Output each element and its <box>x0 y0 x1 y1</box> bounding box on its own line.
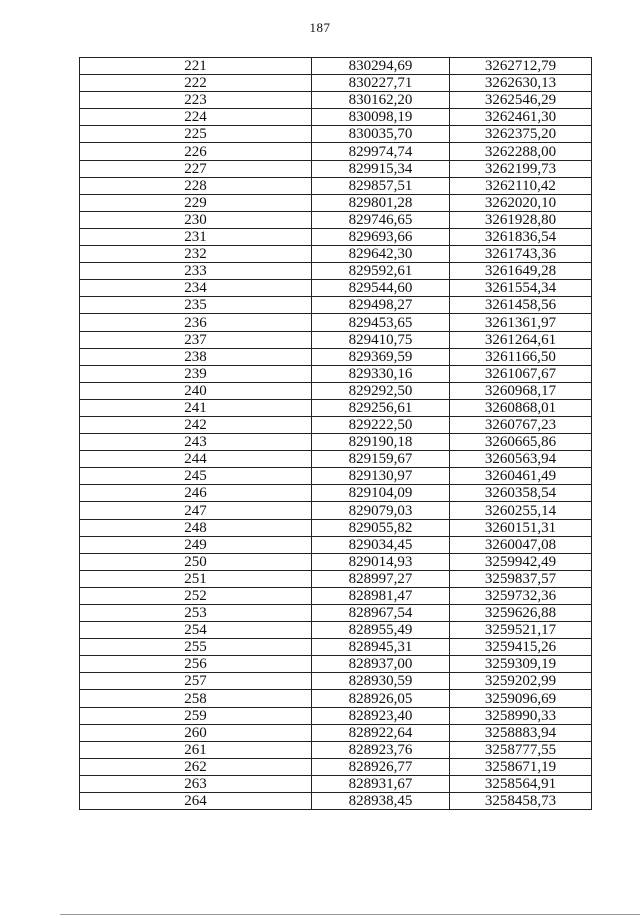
page-number: 187 <box>309 20 331 35</box>
point-number-cell: 238 <box>80 348 312 365</box>
table-row <box>80 314 592 331</box>
x-coordinate-cell: 828923,76 <box>312 741 450 758</box>
point-number-cell: 252 <box>80 587 312 604</box>
table-row <box>80 109 592 126</box>
table-row <box>80 502 592 519</box>
table-row <box>80 143 592 160</box>
table-row <box>80 297 592 314</box>
table-row <box>80 775 592 792</box>
x-coordinate-cell: 829292,50 <box>312 382 450 399</box>
table-row <box>80 177 592 194</box>
y-coordinate-cell: 3262712,79 <box>450 58 592 75</box>
table-row <box>80 587 592 604</box>
y-coordinate-cell: 3260665,86 <box>450 434 592 451</box>
table-row <box>80 707 592 724</box>
table-row <box>80 331 592 348</box>
coordinates-table-body <box>80 58 592 810</box>
y-coordinate-cell: 3260047,08 <box>450 536 592 553</box>
point-number-cell: 249 <box>80 536 312 553</box>
table-row <box>80 211 592 228</box>
x-coordinate-cell: 829746,65 <box>312 211 450 228</box>
y-coordinate-cell: 3260151,31 <box>450 519 592 536</box>
point-number-cell: 262 <box>80 758 312 775</box>
x-coordinate-cell: 829410,75 <box>312 331 450 348</box>
point-number-cell: 257 <box>80 673 312 690</box>
x-coordinate-cell: 830227,71 <box>312 75 450 92</box>
table-row <box>80 382 592 399</box>
table-row <box>80 194 592 211</box>
y-coordinate-cell: 3260358,54 <box>450 485 592 502</box>
point-number-cell: 222 <box>80 75 312 92</box>
y-coordinate-cell: 3261649,28 <box>450 263 592 280</box>
point-number-cell: 234 <box>80 280 312 297</box>
x-coordinate-cell: 828937,00 <box>312 656 450 673</box>
point-number-cell: 236 <box>80 314 312 331</box>
y-coordinate-cell: 3259096,69 <box>450 690 592 707</box>
table-row <box>80 673 592 690</box>
y-coordinate-cell: 3261361,97 <box>450 314 592 331</box>
y-coordinate-cell: 3261264,61 <box>450 331 592 348</box>
point-number-cell: 245 <box>80 468 312 485</box>
y-coordinate-cell: 3260255,14 <box>450 502 592 519</box>
coordinates-table <box>79 57 592 810</box>
table-row <box>80 656 592 673</box>
x-coordinate-cell: 828955,49 <box>312 622 450 639</box>
table-row <box>80 92 592 109</box>
x-coordinate-cell: 828926,05 <box>312 690 450 707</box>
table-row <box>80 399 592 416</box>
x-coordinate-cell: 828923,40 <box>312 707 450 724</box>
y-coordinate-cell: 3261554,34 <box>450 280 592 297</box>
x-coordinate-cell: 829453,65 <box>312 314 450 331</box>
y-coordinate-cell: 3262630,13 <box>450 75 592 92</box>
x-coordinate-cell: 828945,31 <box>312 639 450 656</box>
y-coordinate-cell: 3262110,42 <box>450 177 592 194</box>
point-number-cell: 237 <box>80 331 312 348</box>
point-number-cell: 235 <box>80 297 312 314</box>
point-number-cell: 239 <box>80 365 312 382</box>
table-row <box>80 741 592 758</box>
y-coordinate-cell: 3260767,23 <box>450 416 592 433</box>
x-coordinate-cell: 829256,61 <box>312 399 450 416</box>
y-coordinate-cell: 3259732,36 <box>450 587 592 604</box>
x-coordinate-cell: 829055,82 <box>312 519 450 536</box>
table-row <box>80 365 592 382</box>
x-coordinate-cell: 829130,97 <box>312 468 450 485</box>
y-coordinate-cell: 3259837,57 <box>450 570 592 587</box>
table-row <box>80 793 592 810</box>
x-coordinate-cell: 829544,60 <box>312 280 450 297</box>
point-number-cell: 232 <box>80 246 312 263</box>
point-number-cell: 247 <box>80 502 312 519</box>
x-coordinate-cell: 829642,30 <box>312 246 450 263</box>
table-row <box>80 758 592 775</box>
point-number-cell: 256 <box>80 656 312 673</box>
point-number-cell: 255 <box>80 639 312 656</box>
point-number-cell: 241 <box>80 399 312 416</box>
x-coordinate-cell: 829915,34 <box>312 160 450 177</box>
point-number-cell: 223 <box>80 92 312 109</box>
x-coordinate-cell: 830098,19 <box>312 109 450 126</box>
table-row <box>80 724 592 741</box>
y-coordinate-cell: 3258671,19 <box>450 758 592 775</box>
x-coordinate-cell: 829693,66 <box>312 228 450 245</box>
y-coordinate-cell: 3259626,88 <box>450 605 592 622</box>
x-coordinate-cell: 829974,74 <box>312 143 450 160</box>
point-number-cell: 244 <box>80 451 312 468</box>
y-coordinate-cell: 3258883,94 <box>450 724 592 741</box>
x-coordinate-cell: 828926,77 <box>312 758 450 775</box>
point-number-cell: 260 <box>80 724 312 741</box>
x-coordinate-cell: 829801,28 <box>312 194 450 211</box>
table-row <box>80 690 592 707</box>
x-coordinate-cell: 829014,93 <box>312 553 450 570</box>
point-number-cell: 261 <box>80 741 312 758</box>
table-row <box>80 605 592 622</box>
x-coordinate-cell: 829222,50 <box>312 416 450 433</box>
point-number-cell: 240 <box>80 382 312 399</box>
x-coordinate-cell: 830035,70 <box>312 126 450 143</box>
point-number-cell: 259 <box>80 707 312 724</box>
table-row <box>80 434 592 451</box>
table-row <box>80 553 592 570</box>
table-row <box>80 468 592 485</box>
table-row <box>80 639 592 656</box>
x-coordinate-cell: 829857,51 <box>312 177 450 194</box>
x-coordinate-cell: 828981,47 <box>312 587 450 604</box>
table-row <box>80 75 592 92</box>
y-coordinate-cell: 3261458,56 <box>450 297 592 314</box>
x-coordinate-cell: 828931,67 <box>312 775 450 792</box>
point-number-cell: 251 <box>80 570 312 587</box>
y-coordinate-cell: 3261836,54 <box>450 228 592 245</box>
point-number-cell: 225 <box>80 126 312 143</box>
point-number-cell: 230 <box>80 211 312 228</box>
y-coordinate-cell: 3258458,73 <box>450 793 592 810</box>
y-coordinate-cell: 3261743,36 <box>450 246 592 263</box>
point-number-cell: 254 <box>80 622 312 639</box>
point-number-cell: 233 <box>80 263 312 280</box>
point-number-cell: 228 <box>80 177 312 194</box>
page-bottom-rule <box>60 914 640 915</box>
y-coordinate-cell: 3260868,01 <box>450 399 592 416</box>
y-coordinate-cell: 3259415,26 <box>450 639 592 656</box>
y-coordinate-cell: 3259521,17 <box>450 622 592 639</box>
x-coordinate-cell: 829079,03 <box>312 502 450 519</box>
point-number-cell: 224 <box>80 109 312 126</box>
point-number-cell: 250 <box>80 553 312 570</box>
y-coordinate-cell: 3261067,67 <box>450 365 592 382</box>
y-coordinate-cell: 3260461,49 <box>450 468 592 485</box>
x-coordinate-cell: 828938,45 <box>312 793 450 810</box>
point-number-cell: 263 <box>80 775 312 792</box>
point-number-cell: 243 <box>80 434 312 451</box>
y-coordinate-cell: 3261166,50 <box>450 348 592 365</box>
table-row <box>80 570 592 587</box>
y-coordinate-cell: 3262288,00 <box>450 143 592 160</box>
table-row <box>80 536 592 553</box>
y-coordinate-cell: 3260563,94 <box>450 451 592 468</box>
point-number-cell: 221 <box>80 58 312 75</box>
y-coordinate-cell: 3262546,29 <box>450 92 592 109</box>
point-number-cell: 246 <box>80 485 312 502</box>
x-coordinate-cell: 830162,20 <box>312 92 450 109</box>
y-coordinate-cell: 3259942,49 <box>450 553 592 570</box>
y-coordinate-cell: 3262375,20 <box>450 126 592 143</box>
point-number-cell: 248 <box>80 519 312 536</box>
table-row <box>80 485 592 502</box>
table-row <box>80 416 592 433</box>
point-number-cell: 264 <box>80 793 312 810</box>
x-coordinate-cell: 829369,59 <box>312 348 450 365</box>
y-coordinate-cell: 3258564,91 <box>450 775 592 792</box>
x-coordinate-cell: 829498,27 <box>312 297 450 314</box>
point-number-cell: 226 <box>80 143 312 160</box>
y-coordinate-cell: 3262199,73 <box>450 160 592 177</box>
point-number-cell: 258 <box>80 690 312 707</box>
x-coordinate-cell: 828930,59 <box>312 673 450 690</box>
y-coordinate-cell: 3259202,99 <box>450 673 592 690</box>
table-row <box>80 348 592 365</box>
x-coordinate-cell: 829034,45 <box>312 536 450 553</box>
y-coordinate-cell: 3260968,17 <box>450 382 592 399</box>
point-number-cell: 227 <box>80 160 312 177</box>
x-coordinate-cell: 828922,64 <box>312 724 450 741</box>
table-row <box>80 263 592 280</box>
y-coordinate-cell: 3261928,80 <box>450 211 592 228</box>
y-coordinate-cell: 3262020,10 <box>450 194 592 211</box>
y-coordinate-cell: 3262461,30 <box>450 109 592 126</box>
table-row <box>80 451 592 468</box>
x-coordinate-cell: 829330,16 <box>312 365 450 382</box>
x-coordinate-cell: 829104,09 <box>312 485 450 502</box>
table-row <box>80 280 592 297</box>
x-coordinate-cell: 828997,27 <box>312 570 450 587</box>
point-number-cell: 231 <box>80 228 312 245</box>
point-number-cell: 242 <box>80 416 312 433</box>
x-coordinate-cell: 829592,61 <box>312 263 450 280</box>
point-number-cell: 229 <box>80 194 312 211</box>
y-coordinate-cell: 3258777,55 <box>450 741 592 758</box>
table-row <box>80 160 592 177</box>
y-coordinate-cell: 3259309,19 <box>450 656 592 673</box>
x-coordinate-cell: 830294,69 <box>312 58 450 75</box>
table-row <box>80 519 592 536</box>
x-coordinate-cell: 829190,18 <box>312 434 450 451</box>
x-coordinate-cell: 828967,54 <box>312 605 450 622</box>
y-coordinate-cell: 3258990,33 <box>450 707 592 724</box>
table-row <box>80 246 592 263</box>
x-coordinate-cell: 829159,67 <box>312 451 450 468</box>
table-row <box>80 622 592 639</box>
table-row <box>80 58 592 75</box>
table-row <box>80 228 592 245</box>
point-number-cell: 253 <box>80 605 312 622</box>
table-row <box>80 126 592 143</box>
